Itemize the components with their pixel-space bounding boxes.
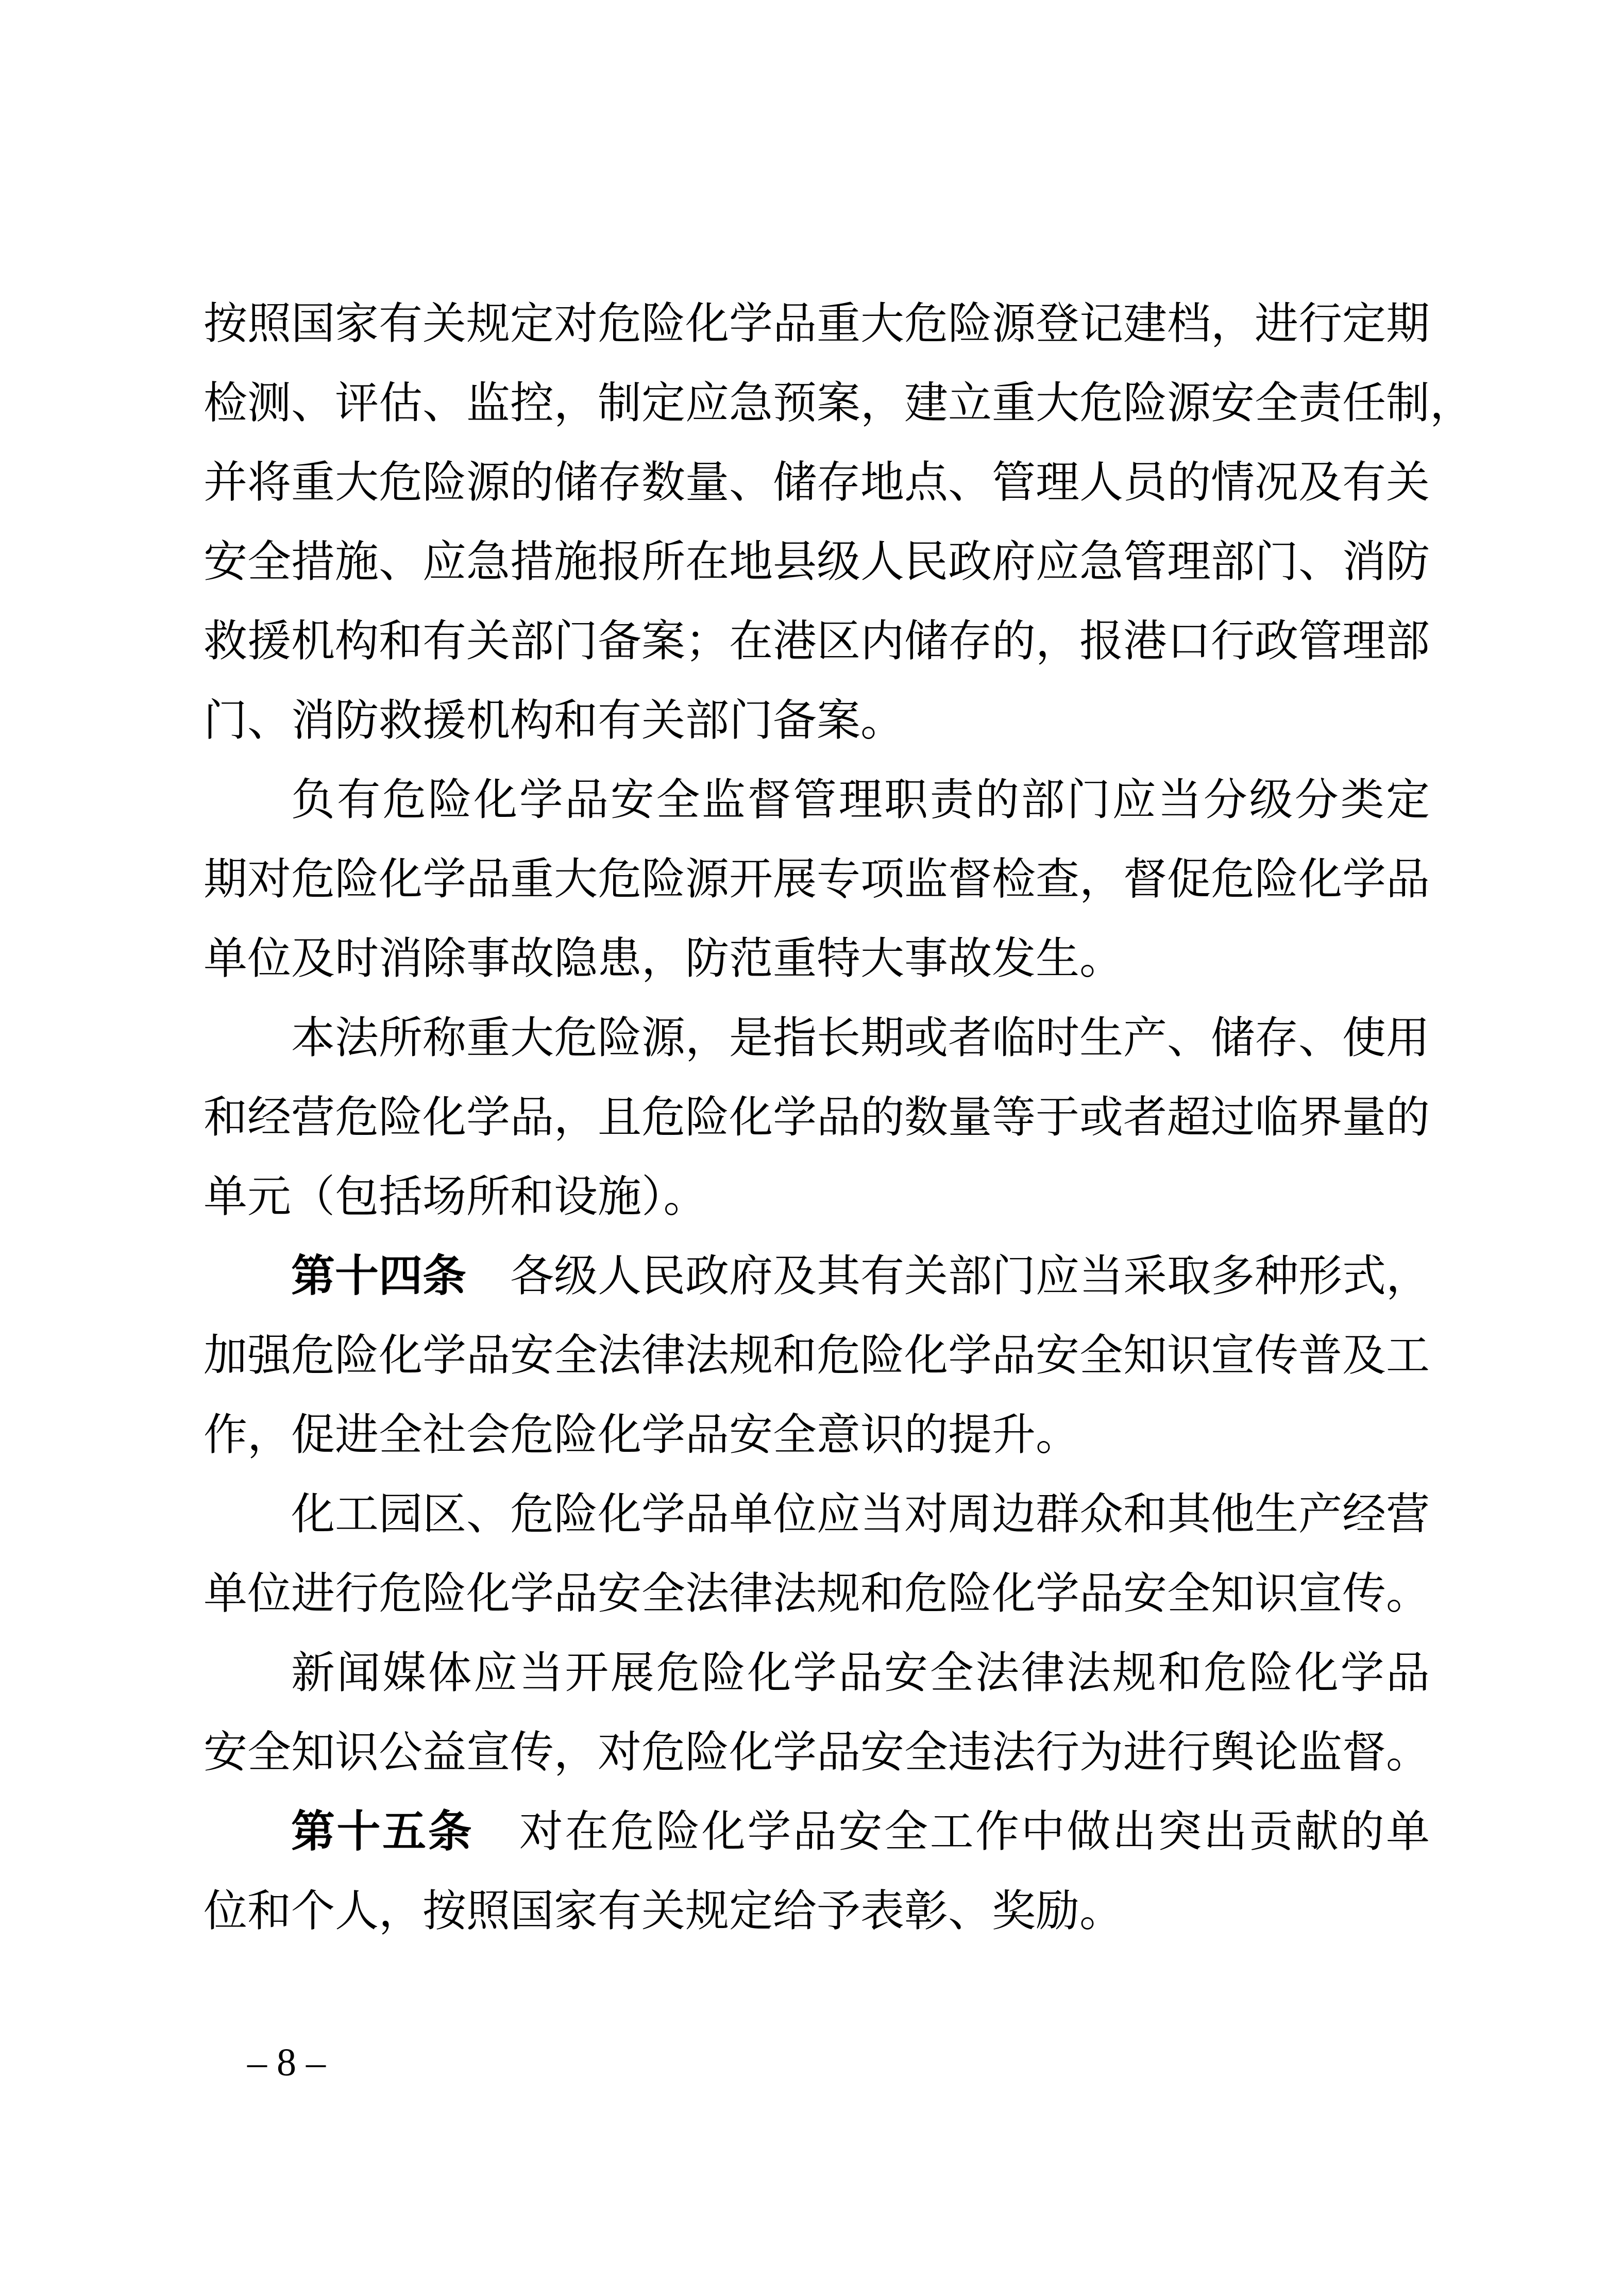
line-text: 并将重大危险源的储存数量、储存地点、管理人员的情况及有关 — [204, 459, 1430, 507]
line-text: 救援机构和有关部门备案；在港区内储存的，报港口行政管理部 — [204, 617, 1430, 666]
line-text: 单位进行危险化学品安全法律法规和危险化学品安全知识宣传。 — [204, 1570, 1430, 1618]
text-line — [204, 840, 1430, 919]
text-line — [204, 1396, 1430, 1475]
line-text: 新闻媒体应当开展危险化学品安全法律法规和危险化学品 — [291, 1649, 1430, 1698]
text-line — [204, 1872, 1430, 1951]
line-text: 单元（包括场所和设施）。 — [204, 1173, 707, 1221]
line-text: 单位及时消除事故隐患，防范重特大事故发生。 — [204, 935, 1124, 983]
text-line — [204, 1713, 1430, 1792]
line-text: 位和个人，按照国家有关规定给予表彰、奖励。 — [204, 1887, 1124, 1936]
line-text: 作，促进全社会危险化学品安全意识的提升。 — [204, 1411, 1080, 1460]
line-text: 各级人民政府及其有关部门应当采取多种形式， — [466, 1252, 1430, 1301]
text-line — [204, 999, 1430, 1078]
line-text: 门、消防救援机构和有关部门备案。 — [204, 697, 905, 745]
text-line — [204, 919, 1430, 999]
text-line — [204, 523, 1430, 602]
line-text: 对在危险化学品安全工作中做出突出贡献的单 — [474, 1808, 1430, 1856]
text-line — [204, 1792, 1430, 1872]
text-line — [204, 364, 1474, 443]
text-line — [204, 284, 1430, 364]
line-text: 期对危险化学品重大危险源开展专项监督检查，督促危险化学品 — [204, 856, 1430, 904]
text-line — [204, 681, 1430, 761]
text-line — [204, 443, 1430, 523]
line-text: 加强危险化学品安全法律法规和危险化学品安全知识宣传普及工 — [204, 1332, 1430, 1380]
line-text: 安全措施、应急措施报所在地县级人民政府应急管理部门、消防 — [204, 538, 1430, 586]
line-text: 负有危险化学品安全监督管理职责的部门应当分级分类定 — [291, 776, 1430, 825]
line-text: 化工园区、危险化学品单位应当对周边群众和其他生产经营 — [291, 1490, 1430, 1539]
text-line — [204, 602, 1430, 681]
text-line — [204, 1237, 1430, 1316]
text-line — [204, 1634, 1430, 1713]
line-text: 按照国家有关规定对危险化学品重大危险源登记建档，进行定期 — [204, 300, 1430, 348]
body-text — [204, 284, 1474, 1951]
text-line — [204, 1475, 1430, 1554]
line-text: 检测、评估、监控，制定应急预案，建立重大危险源安全责任制， — [204, 379, 1474, 428]
text-line — [204, 1158, 1430, 1237]
line-text: 安全知识公益宣传，对危险化学品安全违法行为进行舆论监督。 — [204, 1729, 1430, 1777]
article-number: 第十四条 — [291, 1252, 467, 1301]
text-line — [204, 1316, 1430, 1396]
text-line — [204, 761, 1430, 840]
line-text: 本法所称重大危险源，是指长期或者临时生产、储存、使用 — [291, 1014, 1430, 1063]
article-number: 第十五条 — [291, 1807, 474, 1856]
text-line — [204, 1078, 1430, 1158]
text-line — [204, 1554, 1430, 1634]
page-number: – 8 – — [247, 2041, 326, 2084]
line-text: 和经营危险化学品，且危险化学品的数量等于或者超过临界量的 — [204, 1094, 1430, 1142]
